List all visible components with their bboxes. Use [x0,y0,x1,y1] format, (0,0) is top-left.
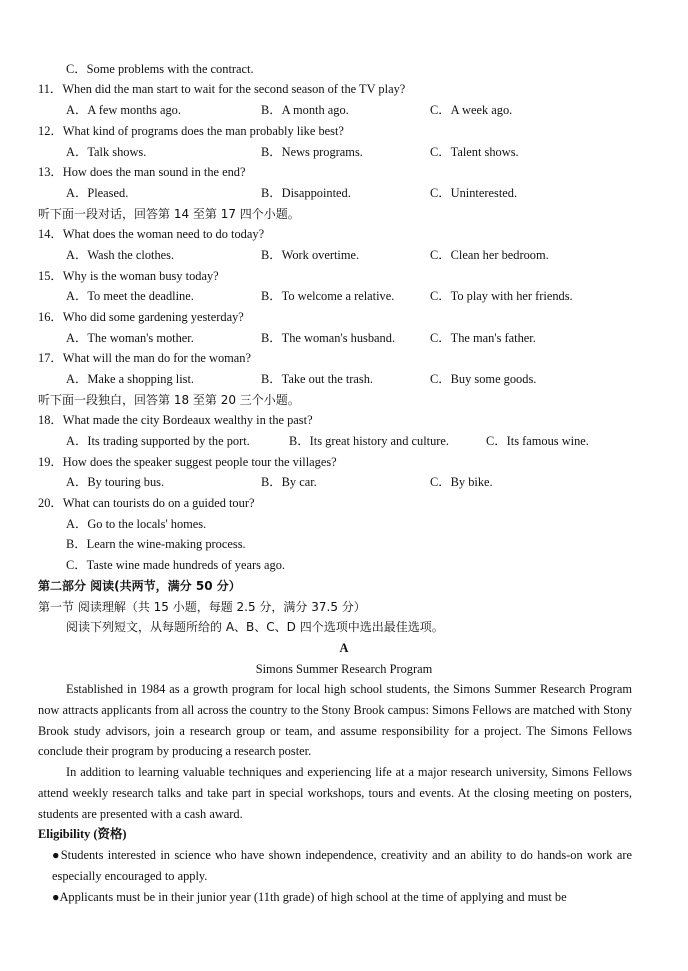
q17-option-b: B．Take out the trash. [261,372,373,386]
q12-option-b: B．News programs. [261,145,363,159]
q16-stem: 16．Who did some gardening yesterday? [38,310,244,324]
q19-option-c: C．By bike. [430,475,493,489]
q13-option-c: C．Uninterested. [430,186,518,200]
q13-option-b: B．Disappointed. [261,186,351,200]
q20-option-a: A．Go to the locals' homes. [66,517,207,531]
q18-stem: 18．What made the city Bordeaux wealthy in the past? [38,413,313,427]
q18-option-b: B．Its great history and culture. [289,434,450,448]
q17-option-a: A．Make a shopping list. [66,372,195,386]
q17-option-c: C．Buy some goods. [430,372,537,386]
q19-option-a: A．By touring bus. [66,475,165,489]
passage-letter: A [339,641,349,655]
q17-stem: 17．What will the man do for the woman? [38,351,251,365]
q13-stem: 13．How does the man sound in the end? [38,165,246,179]
passage-title: Simons Summer Research Program [255,662,433,676]
q16-option-b: B．The woman's husband. [261,331,396,345]
q15-option-c: C．To play with her friends. [430,289,573,303]
section1-title: 第一节 阅读理解（共 15 小题，每题 2.5 分，满分 37.5 分） [38,600,366,614]
q19-stem: 19．How does the speaker suggest people tour the villages? [38,455,337,469]
q11-stem: 11．When did the man start to wait for the second season of the TV play? [38,82,406,96]
q14-option-a: A．Wash the clothes. [66,248,175,262]
q11-option-b: B．A month ago. [261,103,349,117]
q15-option-b: B．To welcome a relative. [261,289,395,303]
q11-option-a: A．A few months ago. [66,103,181,117]
q14-option-b: B．Work overtime. [261,248,360,262]
q15-stem: 15．Why is the woman busy today? [38,269,219,283]
q10-option-c: C．Some problems with the contract. [66,62,254,76]
q18-option-a: A．Its trading supported by the port. [66,434,250,448]
instruction-18-20: 听下面一段独白，回答第 18 至第 20 三个小题。 [38,393,300,407]
q18-option-c: C．Its famous wine. [486,434,589,448]
section1-instruction: 阅读下列短文，从每题所给的 A、B、C、D 四个选项中选出最佳选项。 [66,620,444,634]
part2-title: 第二部分 阅读(共两节，满分 50 分） [38,579,241,593]
q20-option-c: C．Taste wine made hundreds of years ago. [66,558,286,572]
q12-option-c: C．Talent shows. [430,145,519,159]
passage-paragraph-2: In addition to learning valuable techniques and experiencing life at a major research university, Simons Fellows attend weekly research talks and take part in special workshops, tours and events. At the closing meeting on posters, students are presented with a cash award. [38,765,632,821]
q11-option-c: C．A week ago. [430,103,513,117]
q14-stem: 14．What does the woman need to do today? [38,227,265,241]
q19-option-b: B．By car. [261,475,317,489]
q13-option-a: A．Pleased. [66,186,129,200]
q15-option-a: A．To meet the deadline. [66,289,194,303]
eligibility-bullet-1: ●Students interested in science who have shown independence, creativity and an ability to do hands-on work are especially encouraged to apply. [52,848,632,883]
passage-paragraph-1: Established in 1984 as a growth program for local high school students, the Simons Summer Research Program now attracts applicants from all across the country to the Stony Brook campus: Simons Fellows are matched with Stony Brook study advisors, join a research group or team, and assume responsibility for a project. The Simons Fellows conclude their program by producing a research poster. [38,682,632,759]
q12-option-a: A．Talk shows. [66,145,147,159]
q16-option-c: C．The man's father. [430,331,536,345]
q14-option-c: C．Clean her bedroom. [430,248,549,262]
q12-stem: 12．What kind of programs does the man probably like best? [38,124,344,138]
eligibility-heading: Eligibility (资格) [38,827,127,841]
q20-stem: 20．What can tourists do on a guided tour? [38,496,255,510]
q16-option-a: A．The woman's mother. [66,331,194,345]
eligibility-bullet-2: ●Applicants must be in their junior year (11th grade) of high school at the time of applying and must be [52,890,567,904]
instruction-14-17: 听下面一段对话，回答第 14 至第 17 四个小题。 [38,207,300,221]
q20-option-b: B．Learn the wine-making process. [66,537,246,551]
